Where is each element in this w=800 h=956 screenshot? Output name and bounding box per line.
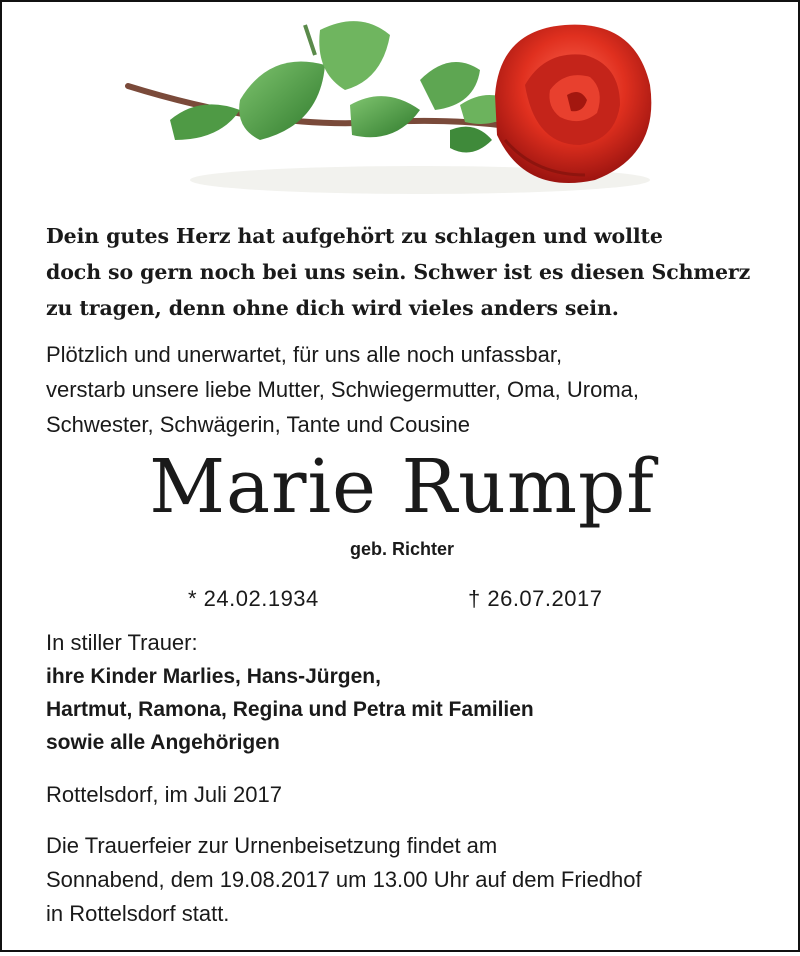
rose-image (120, 10, 680, 210)
intro-line: verstarb unsere liebe Mutter, Schwiegermutter, Oma, Uroma, (46, 377, 640, 402)
rose-icon (120, 10, 680, 210)
death-date: † 26.07.2017 (468, 586, 603, 611)
mourner-line: Hartmut, Ramona, Regina und Petra mit Familien (46, 698, 534, 721)
birth-date: * 24.02.1934 (188, 586, 319, 611)
intro-line: Plötzlich und unerwartet, für uns alle noch unfassbar, (46, 342, 563, 367)
mourners-list (46, 660, 768, 759)
funeral-info (46, 829, 768, 931)
mourner-line: ihre Kinder Marlies, Hans-Jürgen, (46, 665, 381, 688)
verse-line: doch so gern noch bei uns sein. Schwer ist es diesen Schmerz (46, 260, 751, 284)
death-announcement (46, 337, 768, 442)
mourner-line: sowie alle Angehörigen (46, 731, 280, 754)
deceased-name: Marie Rumpf (149, 444, 655, 530)
intro-line: Schwester, Schwägerin, Tante und Cousine (46, 412, 470, 437)
funeral-line: Die Trauerfeier zur Urnenbeisetzung findet am (46, 833, 498, 858)
place-date: Rottelsdorf, im Juli 2017 (46, 782, 282, 807)
memorial-verse (46, 218, 768, 326)
funeral-line: in Rottelsdorf statt. (46, 901, 230, 926)
maiden-name: geb. Richter (349, 539, 455, 559)
mourning-label: In stiller Trauer: (46, 630, 198, 655)
verse-line: zu tragen, denn ohne dich wird vieles anders sein. (46, 296, 619, 320)
verse-line: Dein gutes Herz hat aufgehört zu schlagen und wollte (46, 224, 663, 248)
funeral-line: Sonnabend, dem 19.08.2017 um 13.00 Uhr auf dem Friedhof (46, 867, 642, 892)
